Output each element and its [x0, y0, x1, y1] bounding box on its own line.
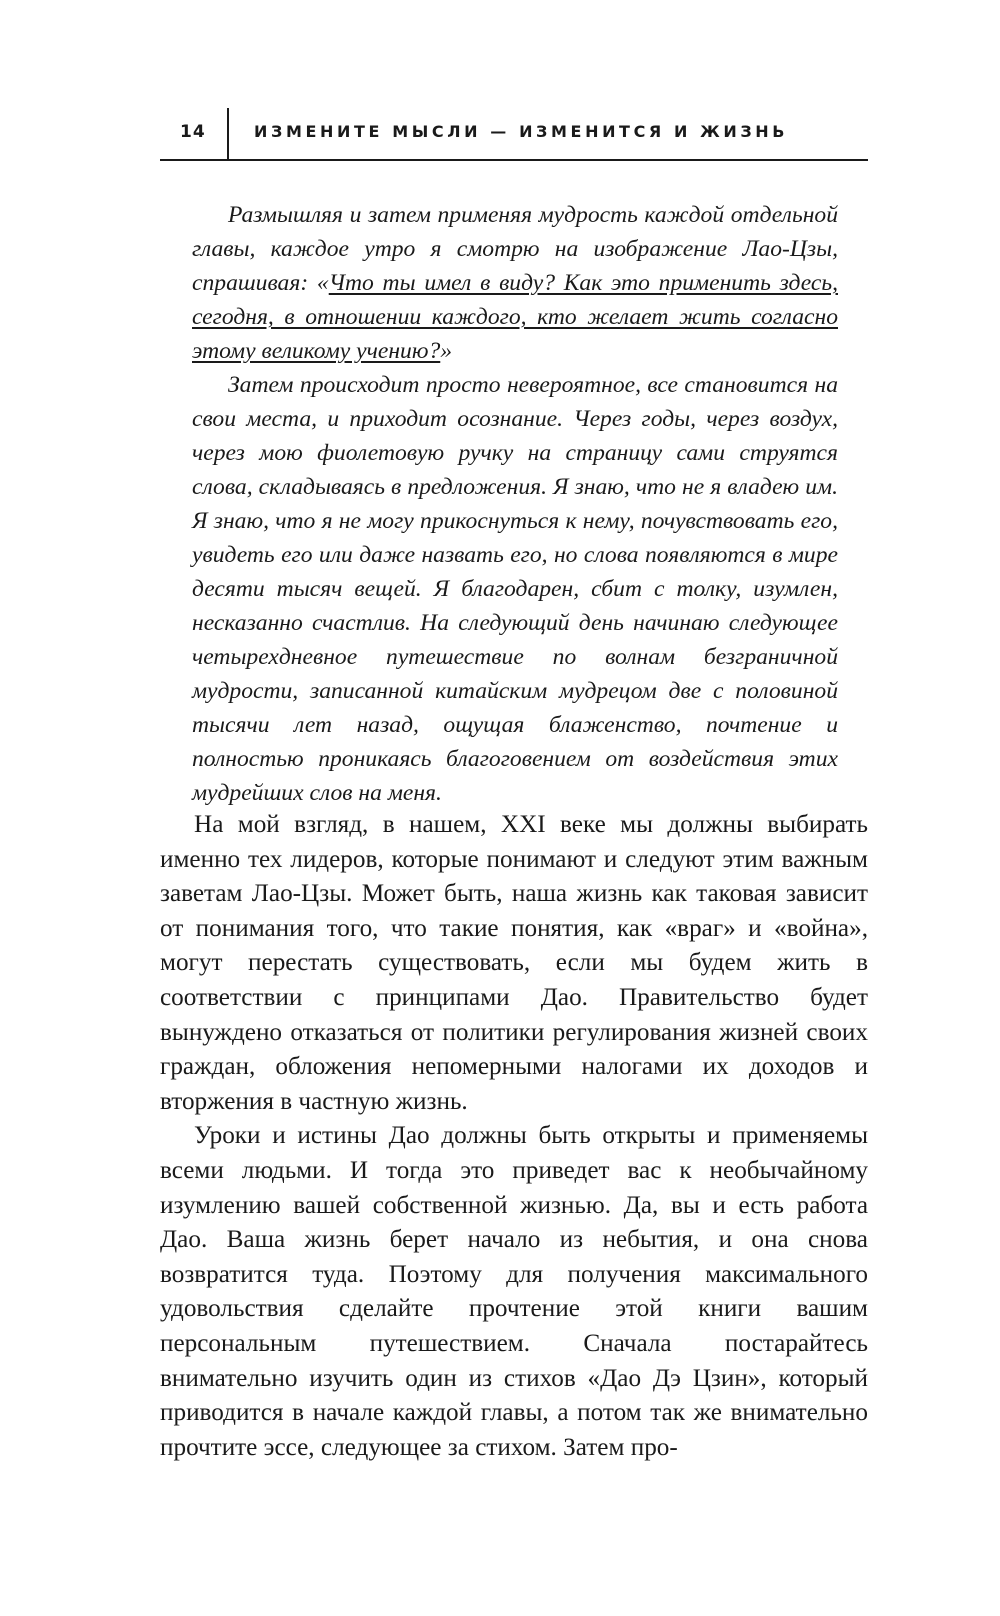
- italic-quote-block: [192, 198, 838, 810]
- body-paragraph: На мой взгляд, в нашем, XXI веке мы должны выбирать именно тех лидеров, которые понимают и следуют этим важным заветам Лао-Цзы. Может быть, наша жизнь как таковая зависит от понимания того, что такие понятия, как «враг» и «война», могут перестать существовать, если мы будем жить в соответствии с принципами Дао. Правительство будет вынуждено отказаться от политики регулирования жизней своих граждан, обложения непомерными налогами их доходов и вторжения в частную жизнь.: [160, 811, 868, 1115]
- quote-paragraph: [192, 198, 838, 368]
- header-rule: [160, 159, 868, 161]
- body-paragraph: Уроки и истины Дао должны быть открыты и применяемы всеми людьми. И тогда это приведет вас к необычайному изумлению вашей собственной жизнью. Да, вы и есть работа Дао. Ваша жизнь берет начало из небытия, и она снова возвратится туда. Поэтому для получения максимального удовольствия сделайте прочтение этой книги вашим персональным путешествием. Сначала постарайтесь внимательно изучить один из стихов «Дао Дэ Цзин», который приводится в начале каждой главы, а потом так же внимательно прочтите эссе, следующее за стихом. Затем про-: [160, 1122, 868, 1461]
- underlined-question: Что ты имел в виду? Как это применить здесь, сегодня, в отношении каждого, кто желает жить согласно этому великому учению?: [192, 270, 838, 364]
- quote-lead-text: Размышляя и затем применяя мудрость каждой отдельной главы, каждое утро я смотрю на изображение Лао-Цзы, спрашивая: «: [192, 202, 838, 296]
- main-body-text: [160, 808, 868, 1465]
- running-title: ИЗМЕНИТЕ МЫСЛИ — ИЗМЕНИТСЯ И ЖИЗНЬ: [254, 122, 789, 141]
- page-number: 14: [180, 122, 206, 142]
- header-divider: [227, 108, 229, 161]
- quote-closing-mark: »: [440, 338, 453, 364]
- running-header: [160, 108, 868, 161]
- quote-paragraph: Затем происходит просто невероятное, все становится на свои места, и приходит осознание. Через годы, через воздух, через мою фиолетовую ручку на страницу сами струятся слова, складываясь в предложения. Я знаю, что не я владею им. Я знаю, что я не могу прикоснуться к нему, почувствовать его, увидеть его или даже назвать его, но слова появляются в мире десяти тысяч вещей. Я благодарен, сбит с толку, изумлен, несказанно счастлив. На следующий день начинаю следующее четырехдневное путешествие по волнам безграничной мудрости, записанной китайским мудрецом две с половиной тысячи лет назад, ощущая блаженство, почтение и полностью проникаясь благоговением от воздействия этих мудрейших слов на меня.: [192, 372, 838, 806]
